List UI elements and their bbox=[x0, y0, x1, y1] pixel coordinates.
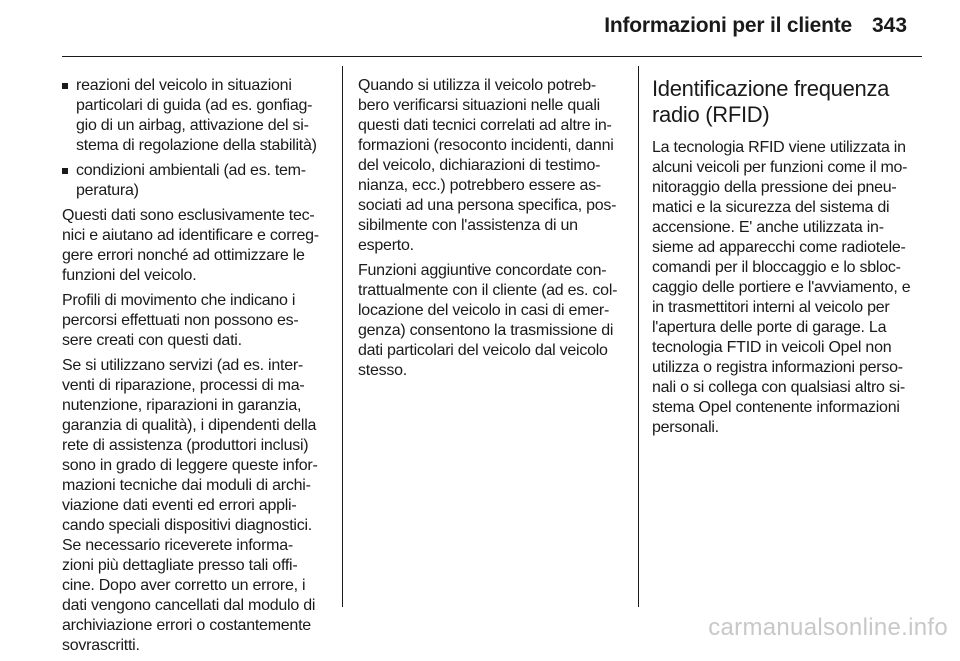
column-divider bbox=[342, 66, 343, 607]
text-line: cando speciali dispositivi diagnostici. bbox=[62, 517, 312, 534]
text-line: del veicolo, dichiarazioni di testimo- bbox=[358, 157, 601, 174]
text-line: trattualmente con il cliente (ad es. col- bbox=[358, 282, 618, 299]
text-line: Se necessario riceverete informa- bbox=[62, 537, 293, 554]
text-line: garanzia di qualità), i dipendenti della bbox=[62, 417, 317, 434]
text-line: archiviazione errori o costantemente bbox=[62, 617, 311, 634]
bullet-item bbox=[62, 76, 332, 156]
text-line: stema Opel contenente informazioni bbox=[652, 399, 900, 416]
text-column-1 bbox=[62, 76, 332, 661]
text-line: genza) consentono la trasmissione di bbox=[358, 322, 614, 339]
text-line: Funzioni aggiuntive concordate con- bbox=[358, 262, 607, 279]
text-column-3 bbox=[652, 76, 922, 443]
text-line: nutenzione, riparazioni in garanzia, bbox=[62, 397, 302, 414]
text-line: nici e aiutano ad identificare e correg- bbox=[62, 227, 319, 244]
text-line: sovrascritti. bbox=[62, 637, 140, 654]
text-line: accensione. E' anche utilizzata in- bbox=[652, 219, 884, 236]
text-line: locazione del veicolo in casi di emer- bbox=[358, 302, 610, 319]
text-line: dati vengono cancellati dal modulo di bbox=[62, 597, 316, 614]
section-heading bbox=[652, 76, 922, 128]
text-column-2 bbox=[358, 76, 626, 386]
bullet-square-icon bbox=[62, 83, 68, 89]
text-line: nitoraggio della pressione dei pneu- bbox=[652, 179, 897, 196]
text-line: bero verificarsi situazioni nelle quali bbox=[358, 97, 600, 114]
text-line: sono in grado di leggere queste infor- bbox=[62, 457, 318, 474]
text-line: stesso. bbox=[358, 362, 407, 379]
text-line: nianza, ecc.) potrebbero essere as- bbox=[358, 177, 601, 194]
text-line: mazioni tecniche dai moduli di archi- bbox=[62, 477, 311, 494]
text-line: particolari di guida (ad es. gonfiag- bbox=[76, 97, 313, 114]
text-line: cine. Dopo aver corretto un errore, i bbox=[62, 577, 306, 594]
heading-line: radio (RFID) bbox=[652, 102, 770, 127]
text-line: formazioni (resoconto incidenti, danni bbox=[358, 137, 614, 154]
text-line: comandi per il bloccaggio e lo sbloc- bbox=[652, 259, 901, 276]
text-line: sibilmente con l'assistenza di un bbox=[358, 217, 578, 234]
text-line: condizioni ambientali (ad es. tem- bbox=[76, 162, 306, 179]
text-line: Se si utilizzano servizi (ad es. inter- bbox=[62, 357, 304, 374]
text-line: tecnologia FTID in veicoli Opel non bbox=[652, 339, 892, 356]
text-line: viazione dati eventi ed errori appli- bbox=[62, 497, 297, 514]
paragraph bbox=[62, 356, 332, 656]
text-line: nali o si collega con qualsiasi altro si- bbox=[652, 379, 905, 396]
paragraph bbox=[652, 138, 922, 438]
text-line: funzioni del veicolo. bbox=[62, 267, 197, 284]
text-line: La tecnologia RFID viene utilizzata in bbox=[652, 139, 906, 156]
text-line: sociati ad una persona specifica, pos- bbox=[358, 197, 617, 214]
watermark bbox=[0, 613, 960, 642]
text-line: gere errori nonché ad ottimizzare le bbox=[62, 247, 305, 264]
bullet-item bbox=[62, 161, 332, 201]
paragraph bbox=[62, 206, 332, 286]
text-line: matici e la sicurezza del sistema di bbox=[652, 199, 890, 216]
text-line: l'apertura delle porte di garage. La bbox=[652, 319, 887, 336]
text-line: rete di assistenza (produttori inclusi) bbox=[62, 437, 309, 454]
text-line: esperto. bbox=[358, 237, 414, 254]
text-line: venti di riparazione, processi di ma- bbox=[62, 377, 305, 394]
watermark-text: carmanualsonline.info bbox=[708, 614, 948, 641]
column-divider bbox=[638, 66, 639, 607]
bullet-square-icon bbox=[62, 168, 68, 174]
paragraph bbox=[358, 261, 626, 381]
text-line: sere creati con questi dati. bbox=[62, 332, 242, 349]
text-line: caggio delle portiere e l'avviamento, e bbox=[652, 279, 911, 296]
text-line: Questi dati sono esclusivamente tec- bbox=[62, 207, 315, 224]
header-divider bbox=[62, 56, 922, 57]
text-line: dati particolari del veicolo dal veicolo bbox=[358, 342, 608, 359]
text-line: stema di regolazione della stabilità) bbox=[76, 137, 317, 154]
text-line: Profili di movimento che indicano i bbox=[62, 292, 296, 309]
text-line: in trasmettitori interni al veicolo per bbox=[652, 299, 890, 316]
text-line: gio di un airbag, attivazione del si- bbox=[76, 117, 309, 134]
page-title: Informazioni per il cliente bbox=[604, 14, 852, 37]
text-line: alcuni veicoli per funzioni come il mo- bbox=[652, 159, 908, 176]
text-line: peratura) bbox=[76, 182, 139, 199]
paragraph bbox=[358, 76, 626, 256]
text-line: questi dati tecnici correlati ad altre in- bbox=[358, 117, 612, 134]
text-line: zioni più dettagliate presso tali offi- bbox=[62, 557, 298, 574]
text-line: personali. bbox=[652, 419, 719, 436]
heading-line: Identificazione frequenza bbox=[652, 76, 890, 101]
text-line: sieme ad apparecchi come radiotele- bbox=[652, 239, 906, 256]
text-line: Quando si utilizza il veicolo potreb- bbox=[358, 77, 596, 94]
text-line: reazioni del veicolo in situazioni bbox=[76, 77, 292, 94]
paragraph bbox=[62, 291, 332, 351]
page-number: 343 bbox=[872, 14, 908, 37]
text-line: percorsi effettuati non possono es- bbox=[62, 312, 299, 329]
text-line: utilizza o registra informazioni perso- bbox=[652, 359, 903, 376]
